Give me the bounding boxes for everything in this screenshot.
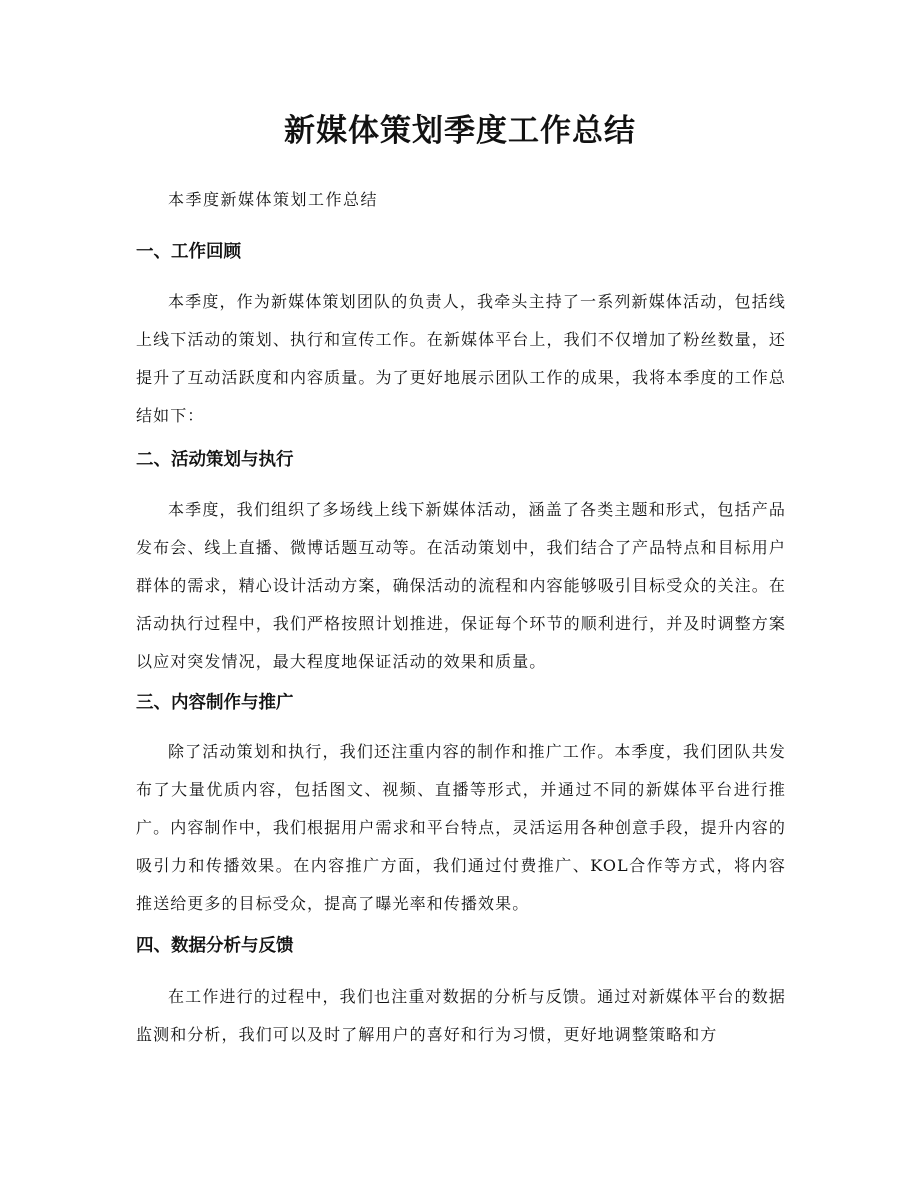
section-heading-data: 四、数据分析与反馈 (136, 936, 294, 956)
section-heading-activities: 二、活动策划与执行 (136, 450, 294, 470)
document-title: 新媒体策划季度工作总结 (284, 113, 636, 149)
section-body-review: 本季度，作为新媒体策划团队的负责人，我牵头主持了一系列新媒体活动，包括线上线下活动的策划、执行和宣传工作。在新媒体平台上，我们不仅增加了粉丝数量，还提升了互动活跃度和内容质量。为了更好地展示团队工作的成果，我将本季度的工作总结如下： (136, 292, 786, 425)
section-body-activities: 本季度，我们组织了多场线上线下新媒体活动，涵盖了各类主题和形式，包括产品发布会、线上直播、微博话题互动等。在活动策划中，我们结合了产品特点和目标用户群体的需求，精心设计活动方案，确保活动的流程和内容能够吸引目标受众的关注。在活动执行过程中，我们严格按照计划推进，保证每个环节的顺利进行，并及时调整方案以应对突发情况，最大程度地保证活动的效果和质量。 (136, 500, 786, 671)
section-body-content: 除了活动策划和执行，我们还注重内容的制作和推广工作。本季度，我们团队共发布了大量优质内容，包括图文、视频、直播等形式，并通过不同的新媒体平台进行推广。内容制作中，我们根据用户需求和平台特点，灵活运用各种创意手段，提升内容的吸引力和传播效果。在内容推广方面，我们通过付费推广、KOL合作等方式，将内容推送给更多的目标受众，提高了曝光率和传播效果。 (136, 742, 786, 913)
document-subtitle: 本季度新媒体策划工作总结 (168, 190, 379, 209)
section-heading-review: 一、工作回顾 (136, 242, 241, 262)
section-heading-content: 三、内容制作与推广 (136, 693, 294, 713)
section-body-data: 在工作进行的过程中，我们也注重对数据的分析与反馈。通过对新媒体平台的数据监测和分析，我们可以及时了解用户的喜好和行为习惯，更好地调整策略和方 (136, 987, 786, 1044)
